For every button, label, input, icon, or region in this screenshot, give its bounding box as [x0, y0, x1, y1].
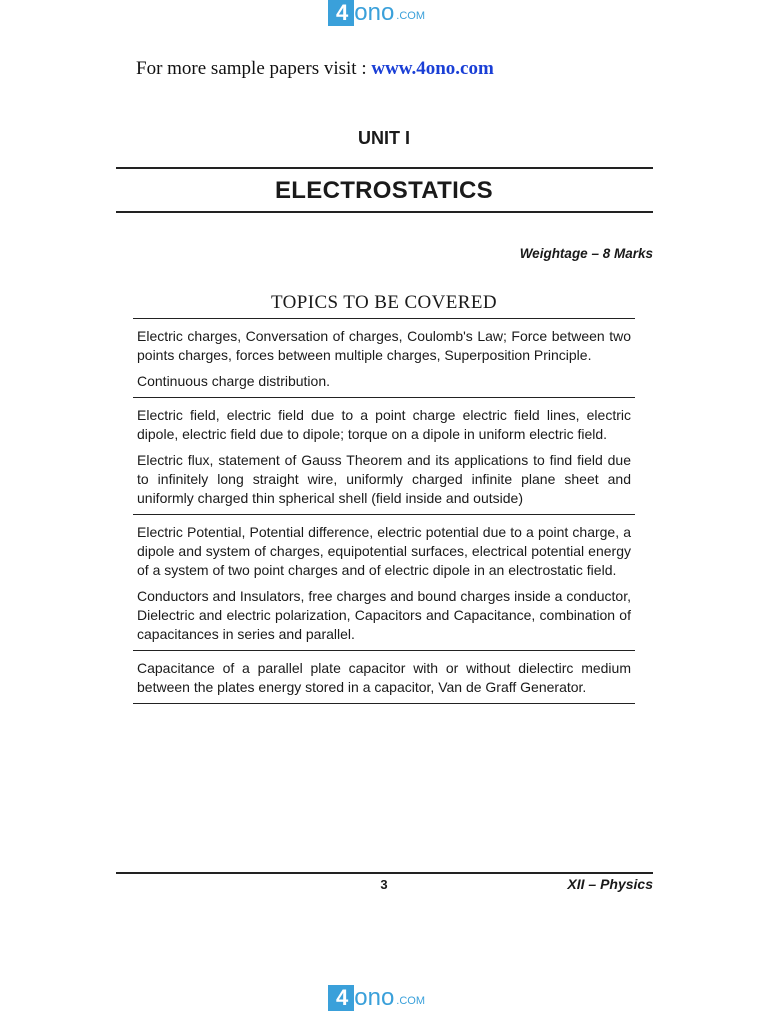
visit-line: [136, 58, 494, 80]
logo-text: ono: [354, 0, 395, 26]
topics-table: [133, 318, 635, 704]
weightage: Weightage – 8 Marks: [519, 246, 653, 261]
visit-link[interactable]: www.4ono.com: [371, 58, 494, 79]
logo-domain: .COM: [396, 995, 426, 1007]
visit-text: For more sample papers visit :: [136, 58, 372, 79]
topic-item: Electric flux, statement of Gauss Theorem and its applications to find field due to infinitely long straight wire, uniformly charged infinite plane sheet and uniformly charged thin spherical shell (field inside and outside): [137, 452, 631, 506]
topic-group: [133, 515, 635, 651]
title-rule-top: [116, 167, 653, 169]
unit-label: UNIT I: [358, 128, 410, 148]
logo-domain: .COM: [396, 10, 426, 22]
page-title: ELECTROSTATICS: [275, 177, 493, 204]
topic-item: Conductors and Insulators, free charges and bound charges inside a conductor, Dielectric and electric polarization, Capacitors and Capacitance, combination of capacitances in series and parallel.: [137, 588, 631, 642]
topic-group: [133, 651, 635, 703]
page-number: 3: [380, 877, 388, 892]
footer-subject: XII – Physics: [567, 876, 653, 892]
footer-rule: [116, 872, 653, 874]
site-logo[interactable]: [328, 0, 425, 26]
topic-item: Electric field, electric field due to a point charge electric field lines, electric dipole, electric field due to dipole; torque on a dipole in uniform electric field.: [137, 407, 631, 442]
title-rule-bottom: [116, 211, 653, 213]
topic-item: Electric Potential, Potential difference, electric potential due to a point charge, a dipole and system of charges, equipotential surfaces, electrical potential energy of a system of two point charges and of electric dipole in an electrostatic field.: [137, 524, 631, 578]
logo-box: 4: [328, 0, 354, 26]
topics-heading: TOPICS TO BE COVERED: [270, 292, 497, 313]
logo-box: 4: [328, 985, 354, 1011]
site-logo-bottom[interactable]: [328, 985, 425, 1011]
topic-item: Electric charges, Conversation of charges, Coulomb's Law; Force between two points charges, forces between multiple charges, Superposition Principle.: [137, 328, 631, 363]
topic-group: [133, 319, 635, 398]
topic-item: Continuous charge distribution.: [137, 373, 331, 389]
topic-item: Capacitance of a parallel plate capacitor with or without dielectirc medium between the plates energy stored in a capacitor, Van de Graff Generator.: [137, 660, 631, 695]
topic-group: [133, 398, 635, 515]
logo-text: ono: [354, 984, 395, 1011]
